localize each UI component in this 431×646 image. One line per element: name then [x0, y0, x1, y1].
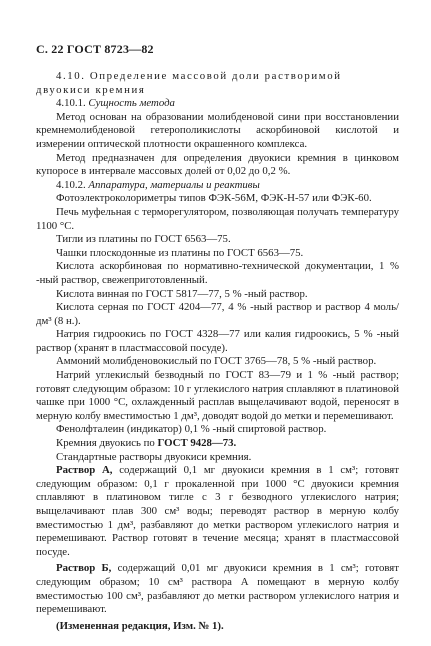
section-4-10-title-line2: двуокиси кремния [36, 83, 146, 96]
amendment-note: (Измененная редакция, Изм. № 1). [56, 619, 224, 632]
section-number: 4.10.1. [56, 97, 86, 110]
solution-b-text: содержащий 0,01 мг двуокиси кремния в 1 см³; готовят следующим образом; 10 см³ раствора А помещают в мерную колбу вместимостью 100 см³, разбавляют до метки раствором углекислого натрия и перемешивают. [36, 562, 399, 616]
equipment-item: Чашки плоскодонные из платины по ГОСТ 6563—75. [56, 246, 304, 259]
standard-solutions-heading: Стандартные растворы двуокиси кремния. [56, 450, 252, 463]
reagent-item: Натрия гидроокись по ГОСТ 4328—77 или калия гидроокись, 5 % -ный раствор (хранят в пластмассовой посуде). [36, 328, 399, 354]
solution-b [36, 562, 399, 616]
solution-a [36, 464, 399, 559]
reagent-item: Кислота аскорбиновая по нормативно-технической документации, 1 % -ный раствор, свежеприготовленный. [36, 260, 399, 286]
page-content [36, 70, 399, 633]
section-4-10-title-line1: 4.10. Определение массовой доли растворимой [56, 70, 342, 82]
method-scope: Метод предназначен для определения двуокиси кремния в цинковом купоросе в интервале массовых долей от 0,02 до 0,2 %. [36, 151, 399, 178]
standard-code: ГОСТ 8723—82 [66, 42, 154, 56]
reagent-item: Натрий углекислый безводный по ГОСТ 83—79 и 1 % -ный раствор; готовят следующим образом: 10 г углекислого натрия сплавляют в платиновой чашке при 1000 °С, охлажденный расплав выщелачивают водой, переносят в мерную колбу вместимостью 1 дм³, доводят водой до метки и перемешивают. [36, 369, 399, 422]
silica-text: Кремния двуокись по [56, 437, 155, 450]
section-title: Аппаратура, материалы и реактивы [88, 178, 260, 191]
section-title: Сущность метода [88, 97, 175, 110]
reagent-item: Аммоний молибденовокислый по ГОСТ 3765—78, 5 % -ный раствор. [56, 355, 377, 368]
reagent-item: Фенолфталеин (индикатор) 0,1 % -ный спиртовой раствор. [56, 423, 327, 436]
equipment-item: Фотоэлектроколориметры типов ФЭК-56М, ФЭК-Н-57 или ФЭК-60. [56, 192, 372, 205]
reagent-item-silica [36, 437, 399, 451]
method-principle: Метод основан на образовании молибденовой сини при восстановлении кремнемолибденовой гетерополикислоты аскорбиновой кислотой и измерении оптической плотности окрашенного комплекса. [36, 110, 399, 150]
silica-gost: ГОСТ 9428—73. [157, 437, 237, 450]
reagent-item: Кислота винная по ГОСТ 5817—77, 5 % -ный раствор. [56, 287, 308, 300]
equipment-item: Тигли из платины по ГОСТ 6563—75. [56, 233, 231, 246]
page-header [36, 42, 154, 57]
solution-a-text: содержащий 0,1 мг двуокиси кремния в 1 см³; готовят следующим образом: 0,1 г прокаленной при 1000 °С двуокиси кремния сплавляют в платиновом тигле с 3 г безводного углекислого натрия; выщелачивают плав 300 см³ воды; переводят раствор в мерную колбу вместимостью 1 дм³, разбавляют до метки раствором углекислого натрия и перемешивают. Раствор готовят в течение месяца; хранят в пластмассовой посуде. [36, 464, 399, 558]
reagent-item: Кислота серная по ГОСТ 4204—77, 4 % -ный раствор и раствор 4 моль/дм³ (8 н.). [36, 301, 399, 327]
equipment-item: Печь муфельная с терморегулятором, позволяющая получать температуру 1100 °С. [36, 205, 399, 232]
solution-b-label: Раствор Б, [56, 562, 112, 575]
section-4-10-1-heading [36, 97, 399, 111]
solution-a-label: Раствор А, [56, 464, 113, 477]
section-4-10-2-heading [36, 179, 399, 193]
section-number: 4.10.2. [56, 178, 86, 191]
page-number: С. 22 [36, 42, 64, 56]
